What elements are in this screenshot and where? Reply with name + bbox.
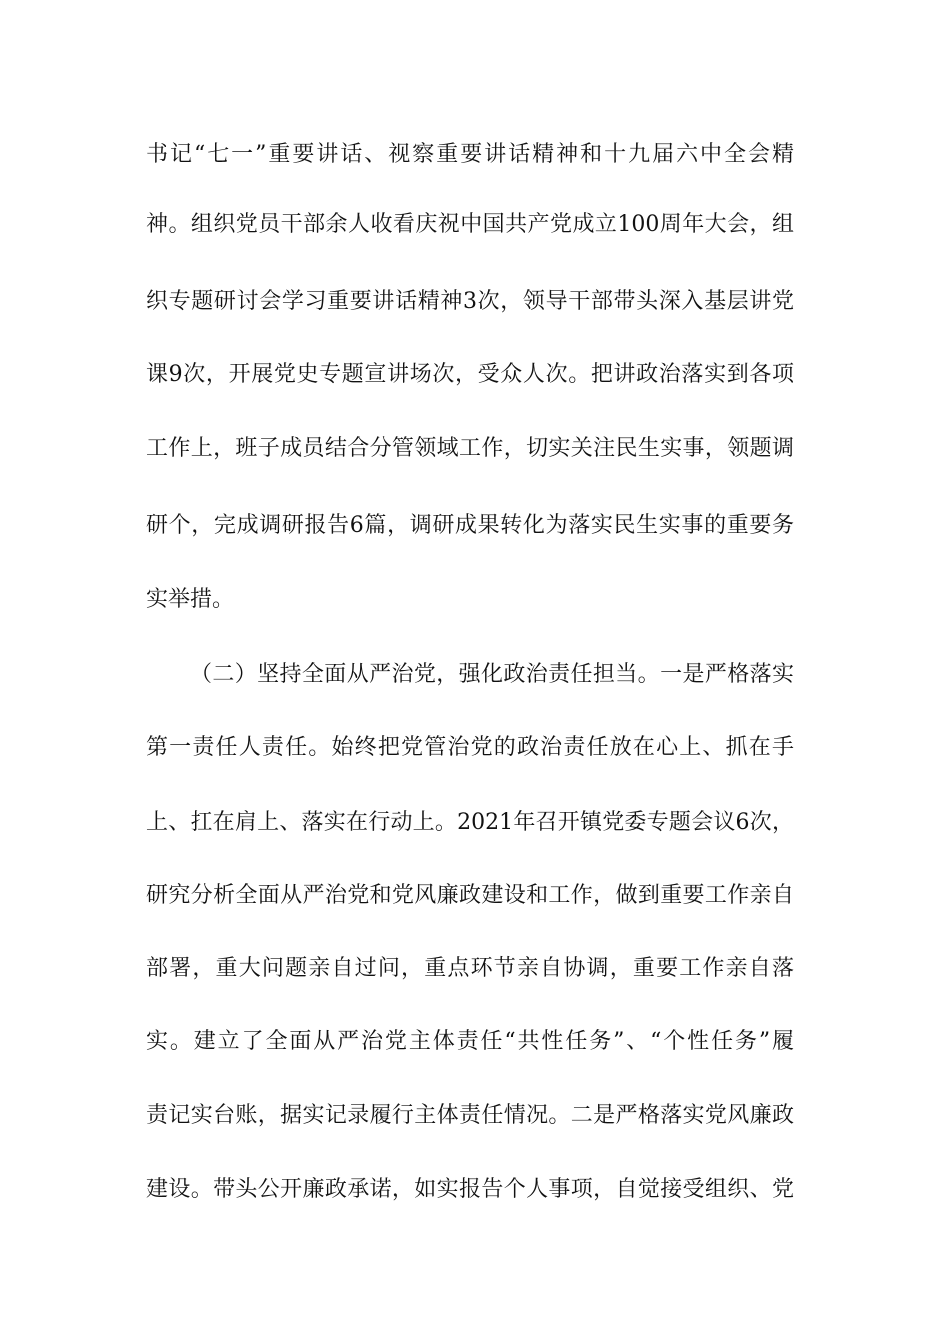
text-line: 实举措。 — [146, 587, 235, 612]
text-line: 书记“七一”重要讲话、视察重要讲话精神和十九届六中全会精 — [146, 142, 794, 167]
text-line: 实。建立了全面从严治党主体责任“共性任务”、“个性任务”履 — [146, 1029, 794, 1054]
text-line: 神。组织党员干部余人收看庆祝中国共产党成立100周年大会，组 — [146, 212, 794, 237]
text-line: 上、扛在肩上、落实在行动上。2021年召开镇党委专题会议6次， — [146, 810, 794, 835]
text-line: 第一责任人责任。始终把党管治党的政治责任放在心上、抓在手 — [146, 735, 794, 760]
paragraph-start-line: （二）坚持全面从严治党，强化政治责任担当。一是严格落实 — [190, 662, 794, 687]
text-line: 建设。带头公开廉政承诺，如实报告个人事项，自觉接受组织、党 — [146, 1177, 794, 1202]
text-line: 部署，重大问题亲自过问，重点环节亲自协调，重要工作亲自落 — [146, 956, 794, 981]
text-line: 课9次，开展党史专题宣讲场次，受众人次。把讲政治落实到各项 — [146, 362, 794, 387]
text-line: 责记实台账，据实记录履行主体责任情况。二是严格落实党风廉政 — [146, 1103, 794, 1128]
text-line: 研究分析全面从严治党和党风廉政建设和工作，做到重要工作亲自 — [146, 883, 794, 908]
text-line: 研个，完成调研报告6篇，调研成果转化为落实民生实事的重要务 — [146, 513, 794, 538]
text-line: 工作上，班子成员结合分管领域工作，切实关注民生实事，领题调 — [146, 436, 794, 461]
text-line: 织专题研讨会学习重要讲话精神3次，领导干部带头深入基层讲党 — [146, 289, 794, 314]
